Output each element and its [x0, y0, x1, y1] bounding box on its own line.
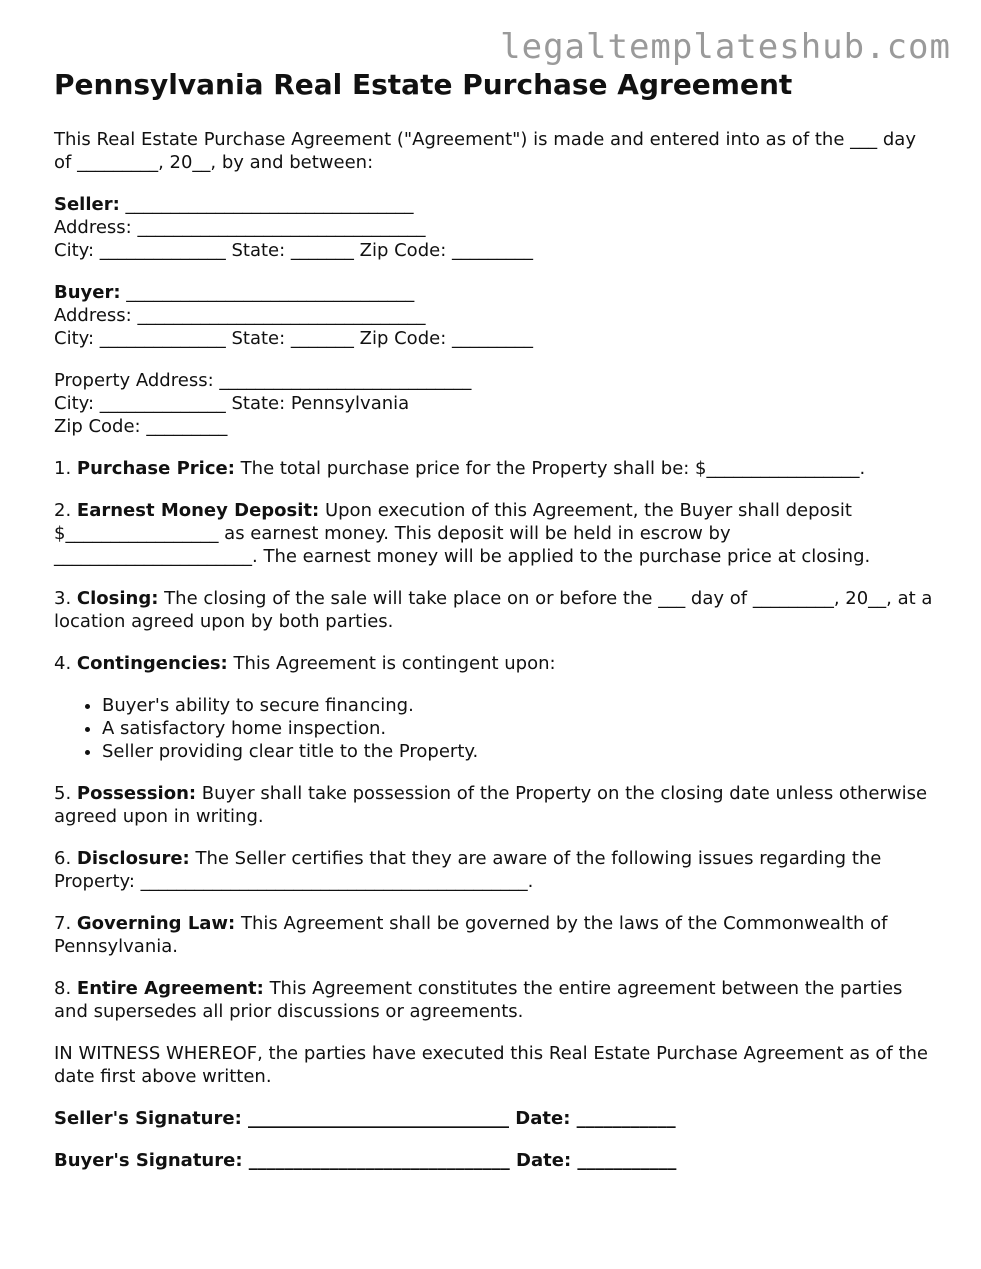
section-heading: Contingencies: — [76, 653, 228, 674]
property-zip-line: Zip Code: _________ — [54, 416, 228, 437]
buyer-city-line: City: ______________ State: _______ Zip Code: _________ — [54, 328, 533, 349]
section-number: 8. — [54, 978, 77, 999]
section-earnest-money — [54, 499, 934, 568]
section-text: This Agreement constitutes the entire agreement between the parties and supersedes all prior discussions or agreements. — [54, 978, 903, 1022]
buyer-name-blank: ________________________________ — [120, 282, 415, 303]
section-heading: Purchase Price: — [76, 458, 235, 479]
section-text: Upon execution of this Agreement, the Buyer shall deposit $_________________ as earnest money. This deposit will be held in escrow by ______________________. The earnest money will be applied to the purchase price at closing. — [54, 500, 871, 567]
seller-address-line: Address: ________________________________ — [54, 217, 426, 238]
section-contingencies — [54, 652, 934, 675]
buyer-block — [54, 281, 934, 350]
buyer-label: Buyer: — [54, 282, 121, 303]
list-item: • Seller providing clear title to the Property. — [102, 740, 934, 763]
section-number: 6. — [54, 848, 77, 869]
document-title: Pennsylvania Real Estate Purchase Agreement — [54, 68, 793, 101]
section-heading: Entire Agreement: — [76, 978, 264, 999]
buyer-name-line — [54, 281, 934, 304]
witness-paragraph: IN WITNESS WHEREOF, the parties have executed this Real Estate Purchase Agreement as of the date first above written. — [54, 1043, 928, 1087]
section-disclosure — [54, 847, 934, 893]
section-purchase-price — [54, 457, 934, 480]
document-page — [54, 68, 934, 1172]
section-text: This Agreement is contingent upon: — [227, 653, 556, 674]
section-heading: Earnest Money Deposit: — [76, 500, 320, 521]
section-number: 1. — [54, 458, 77, 479]
section-possession — [54, 782, 934, 828]
section-heading: Possession: — [76, 783, 197, 804]
list-item: • A satisfactory home inspection. — [102, 717, 934, 740]
section-text: Buyer shall take possession of the Property on the closing date unless otherwise agreed upon in writing. — [54, 783, 928, 827]
seller-signature-line: Seller's Signature: _____________________________ Date: ___________ — [54, 1108, 676, 1129]
section-number: 4. — [54, 653, 77, 674]
property-block — [54, 369, 934, 438]
buyer-signature-line: Buyer's Signature: _____________________________ Date: ___________ — [54, 1150, 677, 1171]
buyer-address-line: Address: ________________________________ — [54, 305, 426, 326]
section-number: 2. — [54, 500, 77, 521]
seller-city-line: City: ______________ State: _______ Zip Code: _________ — [54, 240, 533, 261]
section-number: 7. — [54, 913, 77, 934]
section-heading: Closing: — [76, 588, 159, 609]
section-heading: Disclosure: — [76, 848, 190, 869]
section-text: The closing of the sale will take place on or before the ___ day of _________, 20__, at a location agreed upon by both parties. — [54, 588, 933, 632]
section-closing — [54, 587, 934, 633]
property-address-line: Property Address: ____________________________ — [54, 370, 472, 391]
section-text: The Seller certifies that they are aware of the following issues regarding the Property: ___________________________________________. — [54, 848, 882, 892]
seller-name-line — [54, 193, 934, 216]
contingency-list — [54, 694, 934, 763]
seller-block — [54, 193, 934, 262]
section-text: The total purchase price for the Property shall be: $_________________. — [234, 458, 866, 479]
list-item: • Buyer's ability to secure financing. — [102, 694, 934, 717]
section-entire-agreement — [54, 977, 934, 1023]
seller-label: Seller: — [54, 194, 120, 215]
property-city-line: City: ______________ State: Pennsylvania — [54, 393, 410, 414]
section-number: 5. — [54, 783, 77, 804]
section-text: This Agreement shall be governed by the laws of the Commonwealth of Pennsylvania. — [54, 913, 888, 957]
section-heading: Governing Law: — [76, 913, 236, 934]
watermark: legaltemplateshub.com — [500, 27, 951, 67]
section-governing-law — [54, 912, 934, 958]
intro-paragraph: This Real Estate Purchase Agreement ("Agreement") is made and entered into as of the ___ day of _________, 20__, by and between: — [54, 129, 916, 173]
seller-name-blank: ________________________________ — [119, 194, 414, 215]
section-number: 3. — [54, 588, 77, 609]
